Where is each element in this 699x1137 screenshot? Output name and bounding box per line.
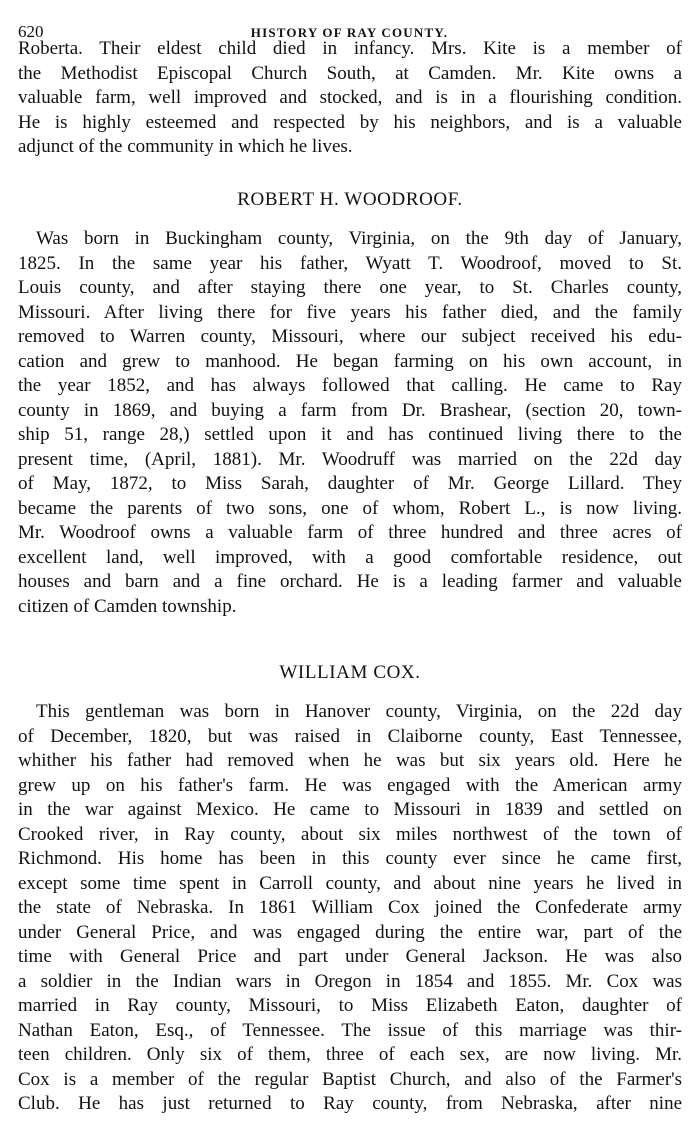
text-line: Louis county, and after staying there one year, to St. Charles county, (18, 277, 682, 298)
text-line: time with General Price and part under General Jackson. He was also (18, 946, 682, 967)
text-line: the state of Nebraska. In 1861 William Cox joined the Confederate army (18, 897, 682, 918)
text-line: married in Ray county, Missouri, to Miss Elizabeth Eaton, daughter of (18, 995, 682, 1016)
section-heading: ROBERT H. WOODROOF. (237, 189, 463, 210)
section-robert-h-woodroof (18, 188, 682, 619)
text-line: citizen of Camden township. (18, 595, 237, 617)
text-line: a soldier in the Indian wars in Oregon in 1854 and 1855. Mr. Cox was (18, 970, 682, 992)
text-line: under General Price, and was engaged during the entire war, part of the (18, 921, 682, 943)
text-line: houses and barn and a fine orchard. He is a leading farmer and valuable (18, 571, 682, 592)
text-line: of May, 1872, to Miss Sarah, daughter of Mr. George Lillard. They (18, 473, 682, 494)
text-line: Roberta. Their eldest child died in infancy. Mrs. Kite is a member of (18, 38, 682, 59)
text-line: grew up on his father's farm. He was engaged with the American army (18, 774, 682, 796)
page-number: 620 (18, 22, 44, 41)
text-line: cation and grew to manhood. He began farming on his own account, in (18, 350, 682, 372)
text-line: Crooked river, in Ray county, about six miles northwest of the town of (18, 823, 682, 845)
text-line: valuable farm, well improved and stocked, and is in a flourishing condition. (18, 87, 682, 108)
text-line: adjunct of the community in which he lives. (18, 136, 353, 157)
text-line: removed to Warren county, Missouri, where our subject received his edu- (18, 326, 682, 347)
section-heading: WILLIAM COX. (279, 662, 421, 683)
text-line: the Methodist Episcopal Church South, at Camden. Mr. Kite owns a (18, 62, 682, 84)
section-kite-conclusion (18, 37, 682, 160)
text-line: This gentleman was born in Hanover county, Virginia, on the 22d day (36, 701, 682, 722)
text-line: Missouri. After living there for five years his father died, and the family (18, 301, 682, 323)
text-line: of December, 1820, but was raised in Claiborne county, East Tennessee, (18, 725, 682, 747)
text-line: teen children. Only six of them, three of each sex, are now living. Mr. (18, 1044, 682, 1065)
text-line: Nathan Eaton, Esq., of Tennessee. The issue of this marriage was thir- (18, 1019, 682, 1041)
text-line: whither his father had removed when he was but six years old. Here he (18, 750, 682, 771)
text-line: county in 1869, and buying a farm from Dr. Brashear, (section 20, town- (18, 399, 682, 421)
text-line: present time, (April, 1881). Mr. Woodruff was married on the 22d day (18, 448, 682, 470)
text-line: excellent land, well improved, with a good comfortable residence, out (18, 546, 682, 568)
text-line: Was born in Buckingham county, Virginia, on the 9th day of January, (36, 228, 682, 249)
text-line: Richmond. His home has been in this county ever since he came first, (18, 848, 682, 869)
text-line: ship 51, range 28,) settled upon it and has continued living there to the (18, 424, 682, 445)
text-line: in the war against Mexico. He came to Missouri in 1839 and settled on (18, 799, 682, 820)
text-line: Club. He has just returned to Ray county, from Nebraska, after nine (18, 1093, 682, 1114)
running-title: HISTORY OF RAY COUNTY. (250, 25, 449, 40)
section-william-cox (18, 661, 682, 1117)
text-line: became the parents of two sons, one of whom, Robert L., is now living. (18, 497, 682, 519)
text-line: He is highly esteemed and respected by his neighbors, and is a valuable (18, 111, 682, 133)
text-line: 1825. In the same year his father, Wyatt T. Woodroof, moved to St. (18, 252, 682, 274)
text-line: except some time spent in Carroll county, and about nine years he lived in (18, 872, 682, 894)
text-line: Mr. Woodroof owns a valuable farm of three hundred and three acres of (18, 522, 682, 543)
text-line: the year 1852, and has always followed that calling. He came to Ray (18, 375, 682, 396)
text-line: Cox is a member of the regular Baptist Church, and also of the Farmer's (18, 1068, 682, 1090)
